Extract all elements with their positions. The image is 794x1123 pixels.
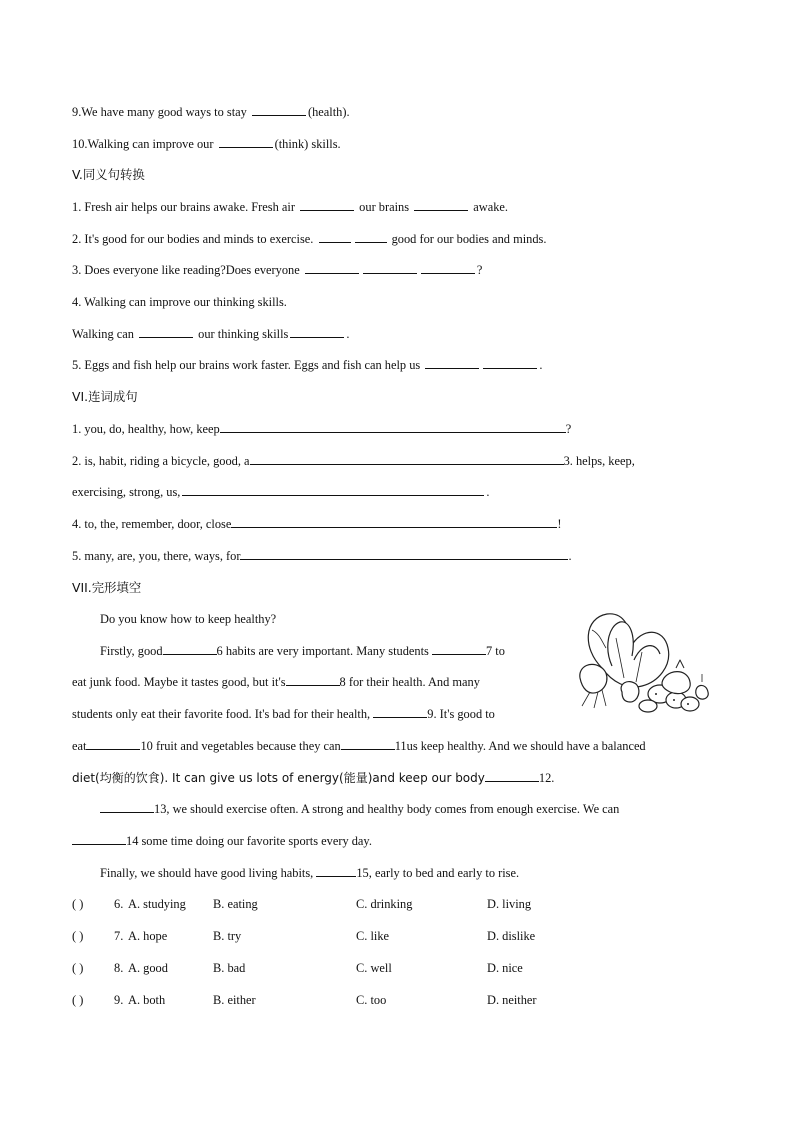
choice-b[interactable]: B. try <box>213 929 242 943</box>
section-title: V.同义句转换 <box>72 167 145 182</box>
answer-blank[interactable] <box>220 421 566 433</box>
question-text: . <box>486 485 490 499</box>
passage-text: 15, early to bed and early to rise. <box>356 866 520 880</box>
synonym-question-5 <box>72 357 542 373</box>
choice-a[interactable]: A. both <box>128 993 166 1007</box>
passage-line <box>72 770 554 786</box>
answer-blank[interactable] <box>286 674 340 686</box>
question-text: 2. is, habit, riding a bicycle, good, a <box>72 454 250 468</box>
answer-blank[interactable] <box>363 262 417 274</box>
section-title: VI.连词成句 <box>72 389 138 404</box>
answer-blank[interactable] <box>319 231 351 243</box>
answer-blank[interactable] <box>86 738 140 750</box>
synonym-question-3 <box>72 262 482 278</box>
passage-line <box>72 706 495 722</box>
passage-text: diet(均衡的饮食). It can give us lots of energy(能量)and keep our body <box>72 771 485 785</box>
choice-b[interactable]: B. bad <box>213 961 246 975</box>
passage-line: Do you know how to keep healthy? <box>100 612 277 626</box>
question-text: 1. you, do, healthy, how, keep <box>72 422 220 436</box>
question-10 <box>72 136 341 152</box>
choice-number: 8. <box>114 961 124 975</box>
choice-a[interactable]: A. studying <box>128 897 186 911</box>
passage-text: eat <box>72 739 87 753</box>
passage-text: 9. It's good to <box>427 707 495 721</box>
choice-number: 7. <box>114 929 124 943</box>
passage-text: 12. <box>538 771 555 785</box>
choice-a[interactable]: A. hope <box>128 929 168 943</box>
choice-d[interactable]: D. dislike <box>487 929 536 943</box>
sentence-question-4 <box>72 516 562 532</box>
answer-blank[interactable] <box>300 199 354 211</box>
passage-line <box>100 865 519 881</box>
answer-blank[interactable] <box>182 484 484 496</box>
answer-blank[interactable] <box>72 833 126 845</box>
synonym-question-4-answer <box>72 326 349 342</box>
choice-number: 6. <box>114 897 124 911</box>
question-text: 10.Walking can improve our <box>72 137 217 151</box>
answer-paren[interactable]: ( ) <box>72 993 84 1007</box>
answer-blank[interactable] <box>252 104 306 116</box>
passage-line <box>72 833 372 849</box>
choice-c[interactable]: C. like <box>356 929 390 943</box>
passage-text: Finally, we should have good living habits, <box>100 866 317 880</box>
sentence-question-5 <box>72 548 572 564</box>
sentence-question-3 <box>72 484 490 500</box>
answer-blank[interactable] <box>425 357 479 369</box>
question-text: our brains <box>356 200 413 214</box>
answer-blank[interactable] <box>100 801 154 813</box>
question-text: ? <box>565 422 572 436</box>
answer-paren[interactable]: ( ) <box>72 961 84 975</box>
passage-text: 7 to <box>485 644 505 658</box>
question-text: ! <box>557 517 562 531</box>
passage-line <box>72 674 480 690</box>
choice-c[interactable]: C. drinking <box>356 897 413 911</box>
passage-text: Firstly, good <box>100 644 163 658</box>
vegetables-illustration-icon <box>572 608 714 718</box>
answer-blank[interactable] <box>219 136 273 148</box>
question-text: (health). <box>307 105 350 119</box>
synonym-question-2 <box>72 231 546 247</box>
answer-blank[interactable] <box>483 357 537 369</box>
choice-c[interactable]: C. too <box>356 993 387 1007</box>
sentence-question-1 <box>72 421 571 437</box>
answer-paren[interactable]: ( ) <box>72 929 84 943</box>
sentence-question-2 <box>72 453 635 469</box>
answer-paren[interactable]: ( ) <box>72 897 84 911</box>
question-text: exercising, strong, us, <box>72 485 181 499</box>
answer-blank[interactable] <box>305 262 359 274</box>
passage-text: eat junk food. Maybe it tastes good, but it's <box>72 675 286 689</box>
question-text: . <box>568 549 572 563</box>
question-text: 4. to, the, remember, door, close <box>72 517 232 531</box>
passage-text: 13, we should exercise often. A strong and healthy body comes from enough exercise. We can <box>154 802 620 816</box>
answer-blank[interactable] <box>341 738 395 750</box>
question-text: ? <box>476 263 483 277</box>
choice-d[interactable]: D. living <box>487 897 532 911</box>
question-text: . <box>346 327 350 341</box>
passage-text: 10 fruit and vegetables because they can <box>140 739 341 753</box>
passage-text: 11us keep healthy. And we should have a balanced <box>394 739 646 753</box>
choice-b[interactable]: B. either <box>213 993 256 1007</box>
choice-d[interactable]: D. nice <box>487 961 523 975</box>
question-text: 3. Does everyone like reading?Does everyone <box>72 263 303 277</box>
question-text: our thinking skills <box>195 327 289 341</box>
answer-blank[interactable] <box>250 453 564 465</box>
answer-blank[interactable] <box>414 199 468 211</box>
answer-blank[interactable] <box>163 643 217 655</box>
choice-c[interactable]: C. well <box>356 961 392 975</box>
passage-text: students only eat their favorite food. It's bad for their health, <box>72 707 374 721</box>
answer-blank[interactable] <box>485 770 539 782</box>
choice-number: 9. <box>114 993 124 1007</box>
answer-blank[interactable] <box>355 231 387 243</box>
choice-a[interactable]: A. good <box>128 961 168 975</box>
question-text: Walking can <box>72 327 138 341</box>
question-text: 3. helps, keep, <box>563 454 635 468</box>
question-text: (think) skills. <box>274 137 341 151</box>
question-text: . <box>539 358 543 372</box>
answer-blank[interactable] <box>421 262 475 274</box>
answer-blank[interactable] <box>240 548 568 560</box>
question-text: 5. Eggs and fish help our brains work faster. Eggs and fish can help us <box>72 358 424 372</box>
answer-blank[interactable] <box>290 326 344 338</box>
passage-line <box>100 801 619 817</box>
synonym-question-4: 4. Walking can improve our thinking skills. <box>72 295 287 309</box>
question-text: good for our bodies and minds. <box>388 232 547 246</box>
answer-blank[interactable] <box>139 326 193 338</box>
question-text: 5. many, are, you, there, ways, for <box>72 549 241 563</box>
passage-text: 8 for their health. And many <box>339 675 480 689</box>
passage-text: 6 habits are very important. Many students <box>216 644 432 658</box>
answer-blank[interactable] <box>373 706 427 718</box>
answer-blank[interactable] <box>231 516 557 528</box>
choice-b[interactable]: B. eating <box>213 897 258 911</box>
question-text: awake. <box>470 200 509 214</box>
question-text: 9.We have many good ways to stay <box>72 105 250 119</box>
passage-line <box>72 738 646 754</box>
synonym-question-1 <box>72 199 508 215</box>
passage-text: 14 some time doing our favorite sports every day. <box>126 834 372 848</box>
question-text: 1. Fresh air helps our brains awake. Fresh air <box>72 200 299 214</box>
answer-blank[interactable] <box>316 865 356 877</box>
question-text: 2. It's good for our bodies and minds to exercise. <box>72 232 317 246</box>
section-title: VII.完形填空 <box>72 580 142 595</box>
question-9 <box>72 104 350 120</box>
answer-blank[interactable] <box>432 643 486 655</box>
choice-d[interactable]: D. neither <box>487 993 537 1007</box>
passage-line <box>100 643 505 659</box>
